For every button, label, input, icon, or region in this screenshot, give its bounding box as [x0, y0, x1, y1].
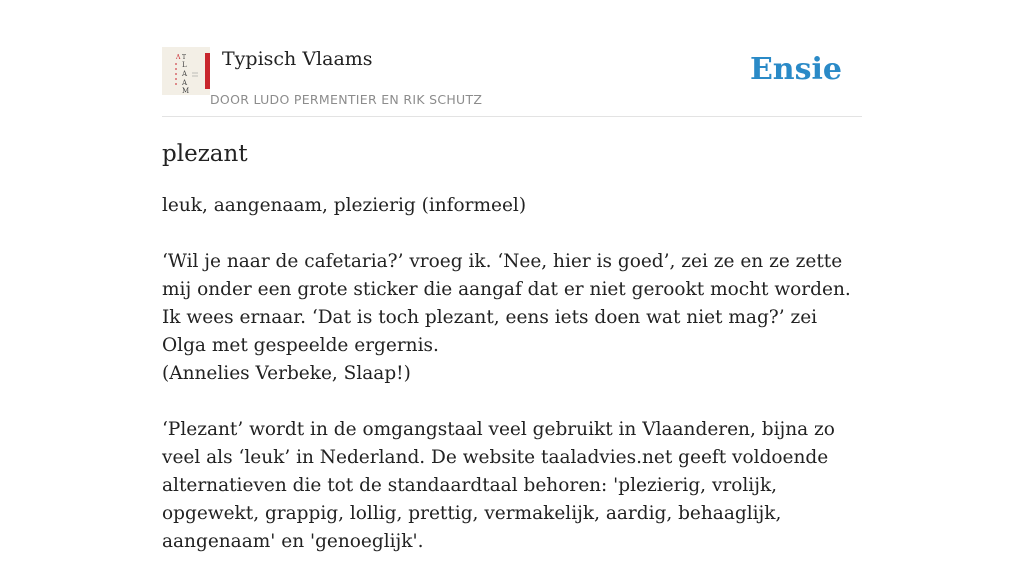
entry-definition: leuk, aangenaam, plezierig (informeel)	[162, 195, 527, 216]
svg-text:A: A	[182, 79, 188, 87]
book-authors: DOOR LUDO PERMENTIER EN RIK SCHUTZ	[210, 92, 483, 107]
entry-quote: ‘Wil je naar de cafetaria?’ vroeg ik. ‘Nee, hier is goed’, zei ze en ze zette mij onder een grote sticker die aangaf dat er niet gerookt mocht worden. Ik wees ernaar. ‘Dat is toch plezant, eens iets doen wat niet mag?’ zei Olga met gespeelde ergernis.	[162, 251, 851, 356]
svg-text:T: T	[182, 54, 187, 61]
entry-content	[162, 192, 864, 584]
svg-text:L: L	[182, 61, 187, 69]
ensie-logo-link[interactable]: Ensie	[749, 52, 842, 87]
site-header	[162, 44, 862, 117]
entry-explanation: ‘Plezant’ wordt in de omgangstaal veel gebruikt in Vlaanderen, bijna zo veel als ‘leuk’ in Nederland. De website taaladvies.net geeft voldoende alternatieven die tot de standaardtaal behoren: 'plezierig, vrolijk, opgewekt, grappig, lollig, prettig, vermakelijk, aardig, behaaglijk, aangenaam' en 'genoeglijk'.	[162, 419, 835, 552]
entry-quote-block	[162, 248, 864, 388]
book-title[interactable]: Typisch Vlaams	[222, 48, 373, 70]
entry-quote-source: (Annelies Verbeke, Slaap!)	[162, 363, 411, 384]
entry-title: plezant	[162, 141, 248, 167]
svg-text:A: A	[182, 70, 188, 78]
book-cover-icon[interactable]	[162, 47, 210, 95]
svg-text:Ʌ: Ʌ	[176, 54, 181, 61]
svg-text:M: M	[182, 87, 190, 95]
